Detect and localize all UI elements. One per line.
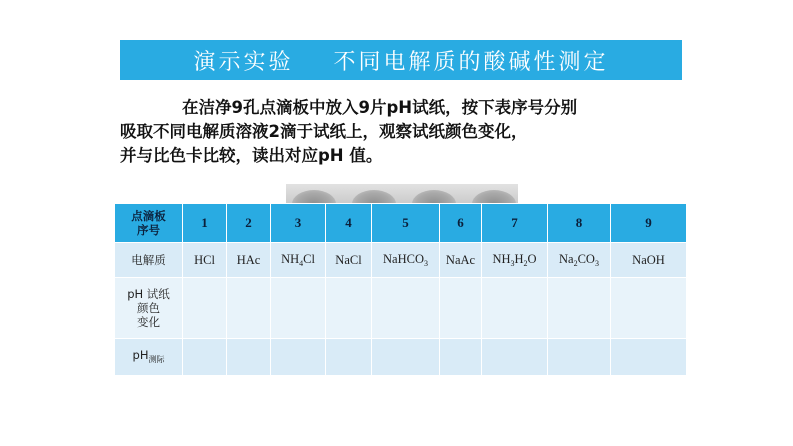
color-change-label-line-3: 变化 <box>137 315 160 329</box>
title-left: 演示实验 <box>193 49 294 75</box>
instructions-line-2: 吸取不同电解质溶液2滴于试纸上，观察试纸颜色变化， <box>120 122 528 141</box>
table-header-row <box>115 204 687 243</box>
empty-cell <box>482 339 548 376</box>
empty-cell <box>482 278 548 339</box>
electrolyte-cell: NaCl <box>326 243 372 278</box>
header-number: 4 <box>326 204 372 243</box>
instructions-line-1: 在洁净9孔点滴板中放入9片pH试纸，按下表序号分别 <box>182 98 578 117</box>
color-change-label-line-1: pH 试纸 <box>127 287 170 301</box>
header-number: 2 <box>227 204 271 243</box>
empty-cell <box>372 278 440 339</box>
ph-measured-label: $pH_{测际}$ <box>115 339 183 376</box>
empty-cell <box>227 339 271 376</box>
header-number: 7 <box>482 204 548 243</box>
experiment-table <box>114 203 687 376</box>
electrolyte-cell: $NH_4Cl$ <box>271 243 326 278</box>
empty-cell <box>183 339 227 376</box>
instructions <box>120 96 700 168</box>
color-change-row <box>115 278 687 339</box>
electrolyte-cell: NaHCO$_3$ <box>372 243 440 278</box>
title-banner <box>120 40 682 80</box>
electrolyte-cell: NaAc <box>440 243 482 278</box>
header-label-cell <box>115 204 183 243</box>
color-change-label <box>115 278 183 339</box>
empty-cell <box>440 278 482 339</box>
title-right: 不同电解质的酸碱性测定 <box>333 49 609 75</box>
electrolyte-cell: NaOH <box>611 243 687 278</box>
ph-measured-row <box>115 339 687 376</box>
empty-cell <box>227 278 271 339</box>
empty-cell <box>183 278 227 339</box>
instructions-line-3: 并与比色卡比较，读出对应pH 值。 <box>120 146 383 165</box>
header-number: 9 <box>611 204 687 243</box>
header-label-line-1: 点滴板 <box>131 209 166 223</box>
electrolyte-label: 电解质 <box>115 243 183 278</box>
electrolyte-cell: HAc <box>227 243 271 278</box>
empty-cell <box>271 339 326 376</box>
header-number: 3 <box>271 204 326 243</box>
header-label-line-2: 序号 <box>137 223 160 237</box>
header-number: 1 <box>183 204 227 243</box>
empty-cell <box>372 339 440 376</box>
electrolyte-cell: $NH_3H_2O$ <box>482 243 548 278</box>
empty-cell <box>271 278 326 339</box>
header-number: 6 <box>440 204 482 243</box>
header-number: 8 <box>548 204 611 243</box>
empty-cell <box>548 278 611 339</box>
empty-cell <box>611 339 687 376</box>
empty-cell <box>326 278 372 339</box>
header-number: 5 <box>372 204 440 243</box>
empty-cell <box>548 339 611 376</box>
empty-cell <box>326 339 372 376</box>
empty-cell <box>611 278 687 339</box>
electrolyte-cell: $Na_2CO_3$ <box>548 243 611 278</box>
electrolyte-row <box>115 243 687 278</box>
empty-cell <box>440 339 482 376</box>
color-change-label-line-2: 颜色 <box>137 301 160 315</box>
electrolyte-cell: HCl <box>183 243 227 278</box>
